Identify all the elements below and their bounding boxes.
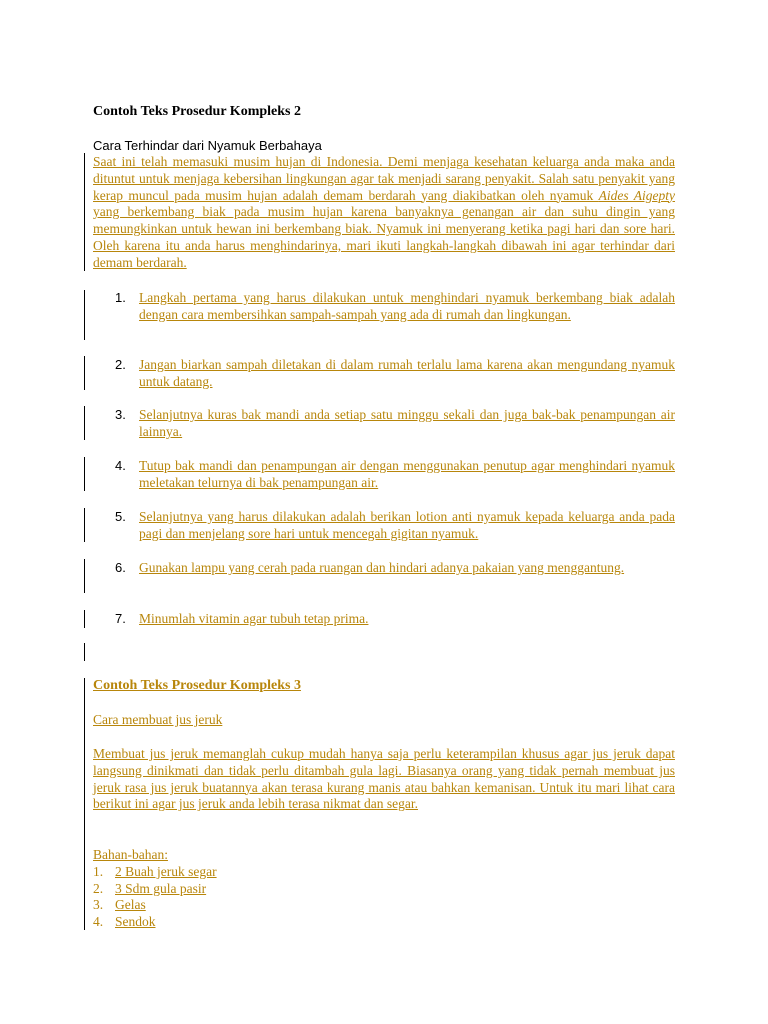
ingredient-number: 1. — [93, 864, 104, 879]
change-bar — [84, 678, 85, 930]
change-bar — [84, 356, 85, 390]
list-text: Jangan biarkan sampah diletakan di dalam rumah terlalu lama karena akan mengundang nyamuk untuk datang. — [139, 357, 675, 389]
change-bar — [84, 508, 85, 542]
intro-text-after: yang berkembang biak pada musim hujan karena banyaknya genangan air dan suhu dingin yang memungkinkan untuk hewan ini berkembang biak. Nyamuk ini menyerang ketika pagi hari dan sore hari. Oleh karena itu anda harus menghindarinya, mari ikuti langkah-langkah dibawah ini agar terhindar dari demam berdarah. — [93, 204, 675, 270]
intro-paragraph — [93, 154, 675, 272]
change-bar — [84, 610, 85, 628]
list-text: Tutup bak mandi dan penampungan air dengan menggunakan penutup agar menghindari nyamuk meletakan telurnya di bak penampungan air. — [139, 458, 675, 490]
ingredient-text: 3 Sdm gula pasir — [115, 881, 207, 896]
ingredient-number: 3. — [93, 897, 104, 912]
list-text: Selanjutnya yang harus dilakukan adalah berikan lotion anti nyamuk kepada keluarga anda pada pagi dan menjelang sore hari untuk mencegah gigitan nyamuk. — [139, 509, 675, 541]
list-number: 2. — [115, 357, 126, 372]
ingredient-text: Sendok — [115, 914, 156, 929]
ingredients-label: Bahan-bahan: — [93, 847, 168, 862]
list-number: 6. — [115, 560, 126, 575]
section-title: Contoh Teks Prosedur Kompleks 3 — [93, 678, 301, 693]
ingredient-number: 2. — [93, 881, 104, 896]
list-text: Selanjutnya kuras bak mandi anda setiap satu minggu sekali dan juga bak-bak penampungan air lainnya. — [139, 407, 675, 439]
change-bar — [84, 153, 85, 271]
change-bar — [84, 643, 85, 661]
list-number: 1. — [115, 290, 126, 305]
change-bar — [84, 406, 85, 440]
change-bar — [84, 559, 85, 593]
list-text: Gunakan lampu yang cerah pada ruangan dan hindari adanya pakaian yang menggantung. — [139, 560, 625, 575]
section-subtitle: Cara membuat jus jeruk — [93, 712, 223, 727]
section-subtitle: Cara Terhindar dari Nyamuk Berbahaya — [93, 138, 322, 153]
list-number: 3. — [115, 407, 126, 422]
ingredient-text: Gelas — [115, 897, 146, 912]
list-number: 7. — [115, 611, 126, 626]
list-text: Langkah pertama yang harus dilakukan untuk menghindari nyamuk berkembang biak adalah dengan cara membersihkan sampah-sampah yang ada di rumah dan lingkungan. — [139, 290, 675, 322]
list-text: Minumlah vitamin agar tubuh tetap prima. — [139, 611, 369, 626]
ingredient-item — [93, 881, 206, 898]
ingredient-text: 2 Buah jeruk segar — [115, 864, 217, 879]
intro-italic-species: Aides Aigepty — [598, 187, 676, 203]
ingredient-number: 4. — [93, 914, 104, 929]
change-bar — [84, 457, 85, 491]
ingredient-item — [93, 864, 217, 881]
list-number: 4. — [115, 458, 126, 473]
ingredient-item — [93, 897, 146, 914]
list-number: 5. — [115, 509, 126, 524]
section-title: Contoh Teks Prosedur Kompleks 2 — [93, 104, 301, 119]
change-bar — [84, 290, 85, 340]
intro-text-before: Saat ini telah memasuki musim hujan di Indonesia. Demi menjaga kesehatan keluarga anda maka anda dituntut untuk menjaga kebersihan lingkungan agar tak menjadi sarang penyakit. Salah satu penyakit yang kerap muncul pada musim hujan adalah demam berdarah yang diakibatkan oleh nyamuk — [93, 154, 675, 203]
intro-paragraph: Membuat jus jeruk memanglah cukup mudah hanya saja perlu keterampilan khusus agar jus jeruk dapat langsung dinikmati dan tidak perlu ditambah gula lagi. Biasanya orang yang tidak pernah membuat jus jeruk rasa jus jeruk buatannya akan terasa kurang manis atau bahkan kemanisan. Untuk itu mari lihat cara berikut ini agar jus jeruk anda lebih terasa nikmat dan segar. — [93, 746, 675, 812]
ingredient-item — [93, 914, 156, 931]
